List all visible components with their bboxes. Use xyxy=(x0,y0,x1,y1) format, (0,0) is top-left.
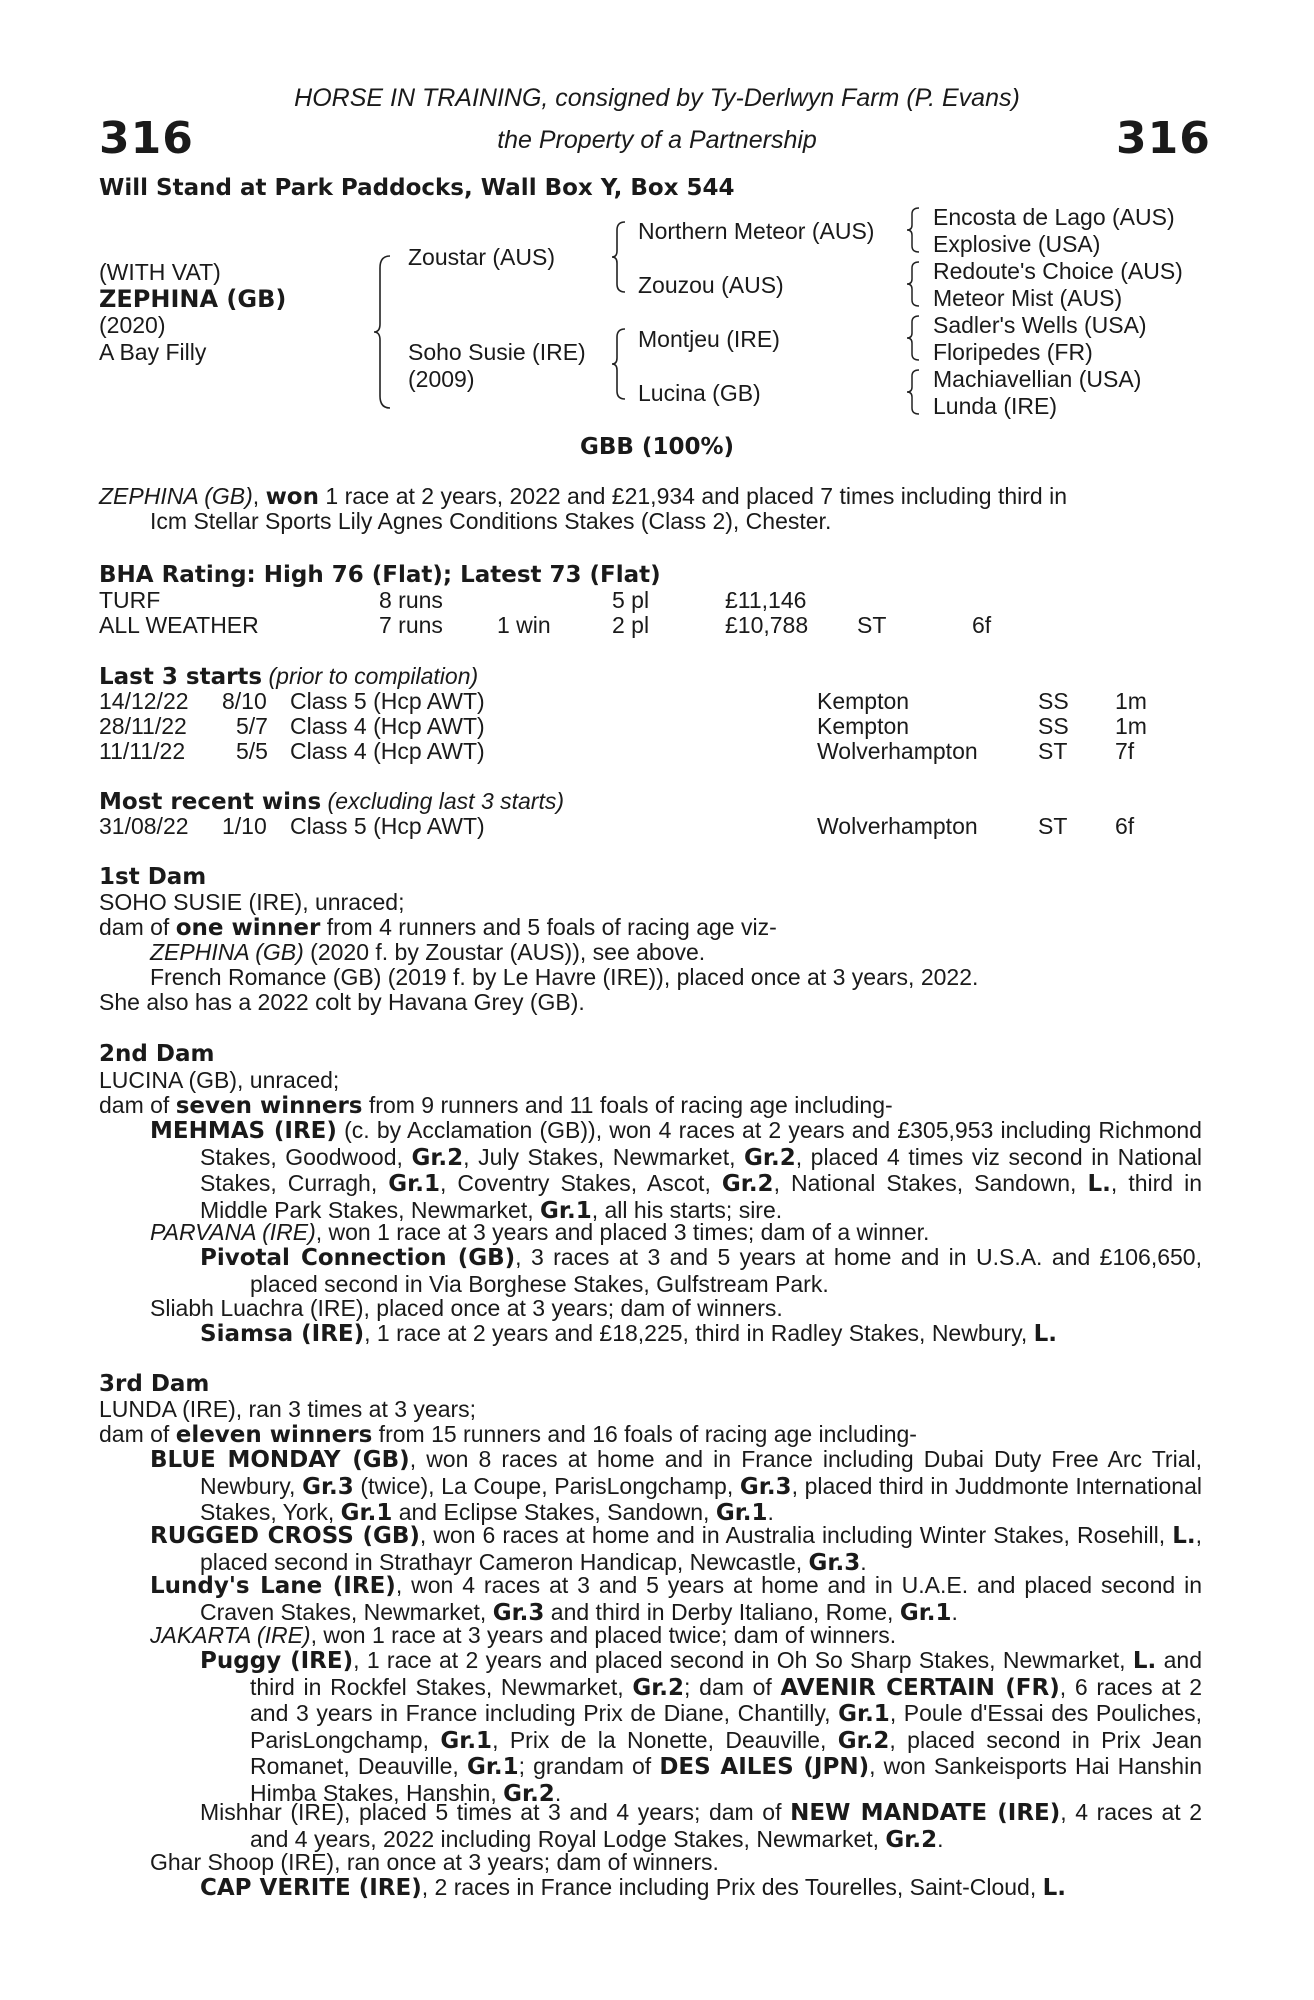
last-starts-heading xyxy=(99,665,478,689)
start-going: SS xyxy=(1038,713,1069,739)
pedigree-sire-dam: Zouzou (AUS) xyxy=(638,272,784,298)
pedigree-dam: Soho Susie (IRE) xyxy=(408,339,586,365)
first-dam-line: SOHO SUSIE (IRE), unraced; xyxy=(99,889,405,915)
horse-name: ZEPHINA (GB) xyxy=(99,285,287,313)
first-dam-note: She also has a 2022 colt by Havana Grey (GB). xyxy=(99,989,585,1015)
start-going: ST xyxy=(1038,738,1068,764)
second-dam-produce: dam of seven winners from 9 runners and 11 foals of racing age including- xyxy=(99,1092,893,1119)
start-date: 14/12/22 xyxy=(99,688,189,714)
entry-siamsa: Siamsa (IRE), 1 race at 2 years and £18,225, third in Radley Stakes, Newbury, L. xyxy=(200,1320,1058,1347)
win-distance: 6f xyxy=(1115,813,1135,839)
horse-description: A Bay Filly xyxy=(99,339,207,365)
rating-prize: £11,146 xyxy=(725,587,807,613)
pedigree-dam-year: (2009) xyxy=(408,366,475,392)
entry-jakarta: JAKARTA (IRE), won 1 race at 3 years and placed twice; dam of winners. xyxy=(150,1622,897,1648)
pedigree-g8: Lunda (IRE) xyxy=(933,393,1058,419)
third-dam-title: 3rd Dam xyxy=(99,1371,210,1397)
second-dam-winners: seven winners xyxy=(175,1093,363,1119)
start-position: 5/5 xyxy=(236,738,268,764)
pedigree-g2: Explosive (USA) xyxy=(933,231,1101,257)
recent-wins-note: (excluding last 3 starts) xyxy=(327,788,565,814)
start-distance: 7f xyxy=(1115,738,1135,764)
win-going: ST xyxy=(1038,813,1068,839)
entry-blue-monday: BLUE MONDAY (GB), won 8 races at home and in France including Dubai Duty Free Arc Trial, Newbury, Gr.3 (twice), La Coupe, ParisLongchamp, Gr.3, placed third in Juddmonte International Stakes, York, Gr.1 and Eclipse Stakes, Sandown, Gr.1. xyxy=(150,1446,1202,1526)
pedigree-brace-g4 xyxy=(906,368,922,416)
stand-location: Will Stand at Park Paddocks, Wall Box Y, Box 544 xyxy=(99,175,735,201)
win-course: Wolverhampton xyxy=(817,813,978,839)
second-dam-title: 2nd Dam xyxy=(99,1041,215,1067)
rating-surface: ALL WEATHER xyxy=(99,612,259,638)
lot-number-right: 316 xyxy=(1116,113,1211,164)
third-dam-line: LUNDA (IRE), ran 3 times at 3 years; xyxy=(99,1396,477,1422)
pedigree-g5: Sadler's Wells (USA) xyxy=(933,312,1147,338)
entry-puggy: Puggy (IRE), 1 race at 2 years and placed second in Oh So Sharp Stakes, Newmarket, L. and third in Rockfel Stakes, Newmarket, Gr.2; dam of AVENIR CERTAIN (FR), 6 races at 2 and 3 years in France including Prix de Diane, Chantilly, Gr.1, Poule d'Essai des Pouliches, ParisLongchamp, Gr.1, Prix de la Nonette, Deauville, Gr.2, placed second in Prix Jean Romanet, Deauville, Gr.1; grandam of DES AILES (JPN), won Sankeisports Hai Hanshin Himba Stakes, Hanshin, Gr.2. xyxy=(200,1647,1203,1807)
consignor-line: HORSE IN TRAINING, consigned by Ty-Derlwyn Farm (P. Evans) xyxy=(294,84,1020,112)
pedigree-g3: Redoute's Choice (AUS) xyxy=(933,258,1183,284)
start-distance: 1m xyxy=(1115,713,1147,739)
recent-wins-title: Most recent wins xyxy=(99,789,322,815)
gbb-rating: GBB (100%) xyxy=(579,434,735,460)
entry-mehmas: MEHMAS (IRE) (c. by Acclamation (GB)), won 4 races at 2 years and £305,953 including Richmond Stakes, Goodwood, Gr.2, July Stakes, Newmarket, Gr.2, placed 4 times viz second in National Stakes, Curragh, Gr.1, Coventry Stakes, Ascot, Gr.2, National Stakes, Sandown, L., third in Middle Park Stakes, Newmarket, Gr.1, all his starts; sire. xyxy=(150,1117,1203,1224)
first-dam-foal: French Romance (GB) (2019 f. by Le Havre (IRE)), placed once at 3 years, 2022. xyxy=(150,964,979,990)
ownership-line: the Property of a Partnership xyxy=(497,126,817,154)
race-summary-continued: Icm Stellar Sports Lily Agnes Conditions Stakes (Class 2), Chester. xyxy=(150,508,832,534)
win-date: 31/08/22 xyxy=(99,813,189,839)
pedigree-brace-dam xyxy=(611,327,629,401)
third-dam-winners: eleven winners xyxy=(175,1422,373,1448)
first-dam-foal: ZEPHINA (GB) (2020 f. by Zoustar (AUS)), see above. xyxy=(150,939,706,965)
second-dam-line: LUCINA (GB), unraced; xyxy=(99,1067,340,1093)
entry-ghar-shoop: Ghar Shoop (IRE), ran once at 3 years; dam of winners. xyxy=(150,1849,719,1875)
entry-parvana: PARVANA (IRE), won 1 race at 3 years and placed 3 times; dam of a winner. xyxy=(150,1219,930,1245)
pedigree-brace-g3 xyxy=(906,314,922,362)
pedigree-g4: Meteor Mist (AUS) xyxy=(933,285,1123,311)
pedigree-g1: Encosta de Lago (AUS) xyxy=(933,204,1175,230)
win-position: 1/10 xyxy=(222,813,267,839)
start-class: Class 4 (Hcp AWT) xyxy=(290,738,485,764)
start-class: Class 4 (Hcp AWT) xyxy=(290,713,485,739)
vat-note: (WITH VAT) xyxy=(99,259,221,285)
pedigree-brace-g2 xyxy=(906,260,922,308)
horse-year: (2020) xyxy=(99,312,166,338)
third-dam-produce: dam of eleven winners from 15 runners and 16 foals of racing age including- xyxy=(99,1421,917,1448)
pedigree-sire: Zoustar (AUS) xyxy=(408,244,555,270)
entry-rugged-cross: RUGGED CROSS (GB), won 6 races at home and in Australia including Winter Stakes, Rosehill, L., placed second in Strathayr Cameron Handicap, Newcastle, Gr.3. xyxy=(150,1522,1202,1576)
win-class: Class 5 (Hcp AWT) xyxy=(290,813,485,839)
rating-runs: 7 runs xyxy=(379,612,443,638)
start-date: 28/11/22 xyxy=(99,713,187,739)
pedigree-g6: Floripedes (FR) xyxy=(933,339,1093,365)
start-going: SS xyxy=(1038,688,1069,714)
first-dam-title: 1st Dam xyxy=(99,864,207,890)
rating-distance: 6f xyxy=(972,612,992,638)
start-course: Kempton xyxy=(817,713,910,739)
recent-wins-heading xyxy=(99,790,564,814)
entry-mishhar: Mishhar (IRE), placed 5 times at 3 and 4 years; dam of NEW MANDATE (IRE), 4 races at 2 and 4 years, 2022 including Royal Lodge Stakes, Newmarket, Gr.2. xyxy=(200,1799,1202,1853)
summary-won: won xyxy=(265,484,319,510)
rating-placed: 5 pl xyxy=(612,587,650,613)
rating-runs: 8 runs xyxy=(379,587,443,613)
pedigree-dam-sire: Montjeu (IRE) xyxy=(638,326,780,352)
pedigree-brace-g1 xyxy=(906,206,922,254)
pedigree-brace-sire xyxy=(611,220,629,294)
rating-surface: TURF xyxy=(99,587,161,613)
lot-number-left: 316 xyxy=(99,113,194,164)
start-course: Kempton xyxy=(817,688,910,714)
pedigree-g7: Machiavellian (USA) xyxy=(933,366,1142,392)
entry-pivotal-connection: Pivotal Connection (GB), 3 races at 3 and 5 years at home and in U.S.A. and £106,650, placed second in Via Borghese Stakes, Gulfstream Park. xyxy=(200,1244,1202,1297)
start-date: 11/11/22 xyxy=(99,738,186,764)
entry-sliabh-luachra: Sliabh Luachra (IRE), placed once at 3 years; dam of winners. xyxy=(150,1295,783,1321)
first-dam-winners: one winner xyxy=(175,915,321,941)
last-starts-title: Last 3 starts xyxy=(99,664,263,690)
pedigree-sire-sire: Northern Meteor (AUS) xyxy=(638,218,875,244)
rating-placed: 2 pl xyxy=(612,612,650,638)
last-starts-note: (prior to compilation) xyxy=(268,663,479,689)
rating-wins: 1 win xyxy=(497,612,551,638)
summary-horse-name: ZEPHINA (GB) xyxy=(99,483,253,509)
pedigree-brace-main xyxy=(372,254,394,410)
rating-prize: £10,788 xyxy=(725,612,809,638)
start-course: Wolverhampton xyxy=(817,738,978,764)
start-distance: 1m xyxy=(1115,688,1147,714)
start-position: 5/7 xyxy=(236,713,268,739)
rating-going: ST xyxy=(857,612,887,638)
start-position: 8/10 xyxy=(222,688,267,714)
entry-cap-verite: CAP VERITE (IRE), 2 races in France including Prix des Tourelles, Saint-Cloud, L. xyxy=(200,1874,1067,1901)
start-class: Class 5 (Hcp AWT) xyxy=(290,688,485,714)
race-summary: ZEPHINA (GB), won 1 race at 2 years, 2022 and £21,934 and placed 7 times including third in xyxy=(99,483,1067,510)
bha-rating-title: BHA Rating: High 76 (Flat); Latest 73 (Flat) xyxy=(99,562,661,588)
pedigree-dam-dam: Lucina (GB) xyxy=(638,380,761,406)
entry-lundys-lane: Lundy's Lane (IRE), won 4 races at 3 and 5 years at home and in U.A.E. and placed second in Craven Stakes, Newmarket, Gr.3 and third in Derby Italiano, Rome, Gr.1. xyxy=(150,1572,1202,1626)
first-dam-produce: dam of one winner from 4 runners and 5 foals of racing age viz- xyxy=(99,914,777,941)
